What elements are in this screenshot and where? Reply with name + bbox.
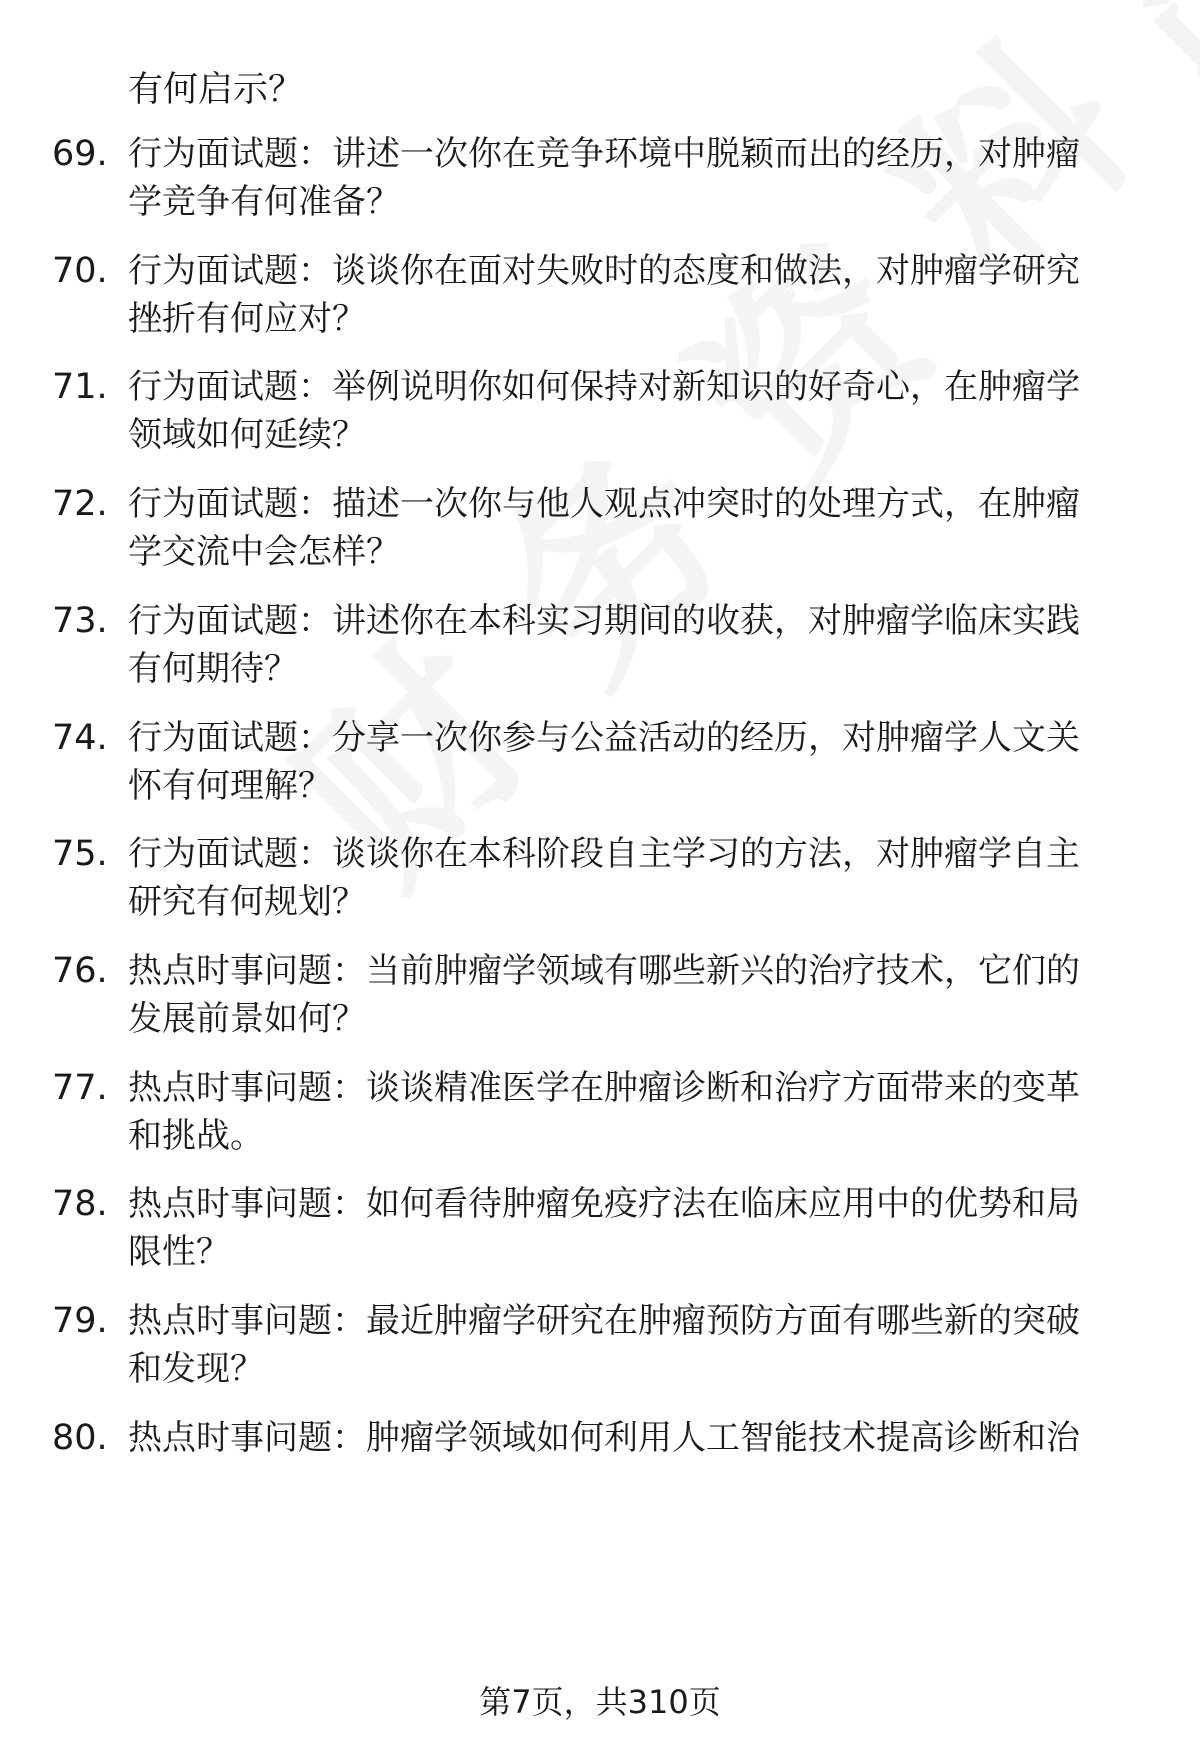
question-text-line2: 发展前景如何？ [128, 998, 366, 1039]
question-text-line1: 行为面试题：讲述你在本科实习期间的收获，对肿瘤学临床实践 [128, 600, 1080, 641]
question-text-line2: 学竞争有何准备？ [128, 182, 400, 222]
question-text-line1: 热点时事问题：当前肿瘤学领域有哪些新兴的治疗技术，它们的 [128, 950, 1080, 991]
question-text-line2: 限性？ [128, 1232, 230, 1273]
question-text-line2: 领域如何延续？ [128, 415, 366, 456]
question-text-line1: 热点时事问题：肿瘤学领域如何利用人工智能技术提高诊断和治 [128, 1417, 1080, 1458]
question-text-line1: 热点时事问题：最近肿瘤学研究在肿瘤预防方面有哪些新的突破 [128, 1301, 1080, 1341]
question-text-line1: 热点时事问题：谈谈精准医学在肿瘤诊断和治疗方面带来的变革 [128, 1067, 1080, 1108]
question-number: 80. [52, 1417, 108, 1458]
question-text-line1: 热点时事问题：如何看待肿瘤免疫疗法在临床应用中的优势和局 [128, 1184, 1080, 1225]
page-footer: 第7页，共310页 [479, 1683, 721, 1721]
question-number: 71. [52, 367, 108, 408]
question-number: 69. [52, 134, 108, 174]
question-number: 74. [52, 717, 108, 758]
question-number: 75. [52, 834, 108, 875]
question-text-line2: 和挑战。 [128, 1115, 264, 1156]
question-number: 70. [52, 250, 108, 291]
question-text-line1: 行为面试题：谈谈你在本科阶段自主学习的方法，对肿瘤学自主 [128, 834, 1080, 875]
question-number: 73. [52, 600, 108, 641]
question-text-line1: 行为面试题：谈谈你在面对失败时的态度和做法，对肿瘤学研究 [128, 250, 1080, 291]
question-number: 78. [52, 1184, 108, 1225]
question-text-line2: 挫折有何应对？ [128, 298, 366, 339]
question-text-line2: 和发现？ [128, 1349, 264, 1389]
question-text-line2: 怀有何理解？ [128, 765, 332, 806]
question-text-line1: 行为面试题：分享一次你参与公益活动的经历，对肿瘤学人文关 [128, 717, 1080, 758]
question-text-line1: 行为面试题：描述一次你与他人观点冲突时的处理方式，在肿瘤 [128, 484, 1080, 525]
question-number: 72. [52, 484, 108, 525]
question-text-line2: 学交流中会怎样？ [128, 532, 400, 573]
question-number: 77. [52, 1067, 108, 1108]
question-text-line2: 研究有何规划？ [128, 882, 366, 923]
question-text-line1: 行为面试题：举例说明你如何保持对新知识的好奇心，在肿瘤学 [128, 367, 1080, 408]
question-text-line2: 有何期待？ [128, 648, 298, 689]
question-number: 79. [52, 1301, 108, 1341]
continuation-text: 有何启示？ [128, 70, 304, 110]
question-number: 76. [52, 950, 108, 991]
question-text-line1: 行为面试题：讲述一次你在竞争环境中脱颖而出的经历，对肿瘤 [128, 134, 1080, 174]
